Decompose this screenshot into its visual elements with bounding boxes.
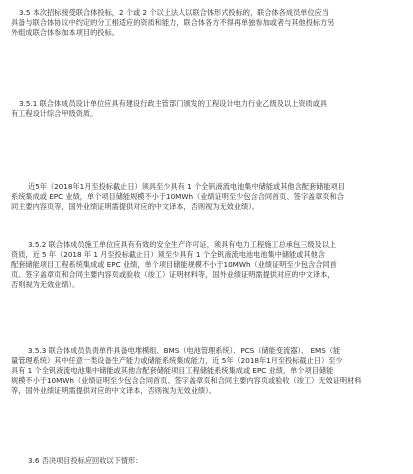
clause-line: 量管理系统）其中任意一类设备生产能力或储能系统集成能力，近 5年（2018年1月至投标截止日）至少	[11, 356, 343, 365]
clause-line: 具备与联合体协议中约定的分工相适应的资质和能力，联合体各方不得再单独参加或者与其他投标方另	[11, 18, 335, 27]
clause-3-5-1	[11, 99, 407, 119]
clause-3-5-3	[11, 346, 407, 396]
clause-line: 3.5.2 联合体成员施工单位应具有有效的安全生产许可证，须具有电力工程施工总承包三级及以上	[28, 240, 337, 249]
clause-line: 等，国外业绩证明需提供对应的中文译本，否则视为无效业绩）。	[11, 386, 216, 395]
clause-line: 3.5.1 联合体成员设计单位应具有建设行政主管部门颁发的工程设计电力行业乙级及以上资质或具	[19, 99, 328, 108]
clause-line: 系统集成或 EPC 业绩，单个项目储能规模不小于10MWh（业绩证明至少包含合同首页、签字盖章页和合	[11, 192, 344, 201]
clause-line: 近5年（2018年1月至投标截止日）须具至少具有 1 个全钒液流电池集中储能或其他含配套储能项目	[28, 182, 345, 191]
performance-requirement	[11, 182, 407, 212]
clause-line: 同主要内容页等，国外业绩证明需提供对应的中文译本，否则视为无效业绩）。	[11, 202, 259, 211]
clause-line: 具有 1 个全钒液流电池集中储能或其他含配套储能项目工程储能系统集成或 EPC 业绩，单个项目储能	[11, 366, 334, 375]
clause-line: 3.5.3 联合体成员负责单件具备电堆模组、BMS（电池管理系统）、PCS（储能变流器）、 EMS（能	[28, 346, 341, 355]
clause-line: 有工程设计综合甲级资质。	[11, 109, 98, 118]
clause-3-6	[11, 456, 407, 466]
clause-3-5-2	[11, 240, 407, 290]
clause-3-5	[11, 8, 407, 38]
clause-line: 否则视为无效业绩）。	[11, 280, 80, 289]
clause-line: 页、签字盖章页和合同主要内容页或验收（竣工）证明材料等，国外业绩证明需提供对应的中文译本，	[11, 270, 335, 279]
clause-line: 资质，近 5 年（2018 年 1 月至投标截止日）须至少具有 1 个全钒液流电池电池集中储能或其他含	[11, 250, 325, 259]
clause-line: 配套储能项目工程系统集成或 EPC 业绩，单个项目储能规模不小于10MWh（业绩证明至少包含合同首	[11, 260, 337, 269]
clause-line: 规模不小于10MWh（业绩证明至少包含合同首页、签字盖章页和合同主要内容页或验收（竣工）无效证明材料	[11, 376, 362, 385]
clause-line: 外组成联合体参加本项目的投标。	[11, 28, 119, 37]
clause-line: 3.5 本次招标接受联合体投标，2 个或 2 个以上法人以联合体形式投标的，联合体各成员单位应当	[19, 8, 330, 17]
clause-line: 3.6 否决项目投标应回收以下情形：	[28, 456, 143, 465]
